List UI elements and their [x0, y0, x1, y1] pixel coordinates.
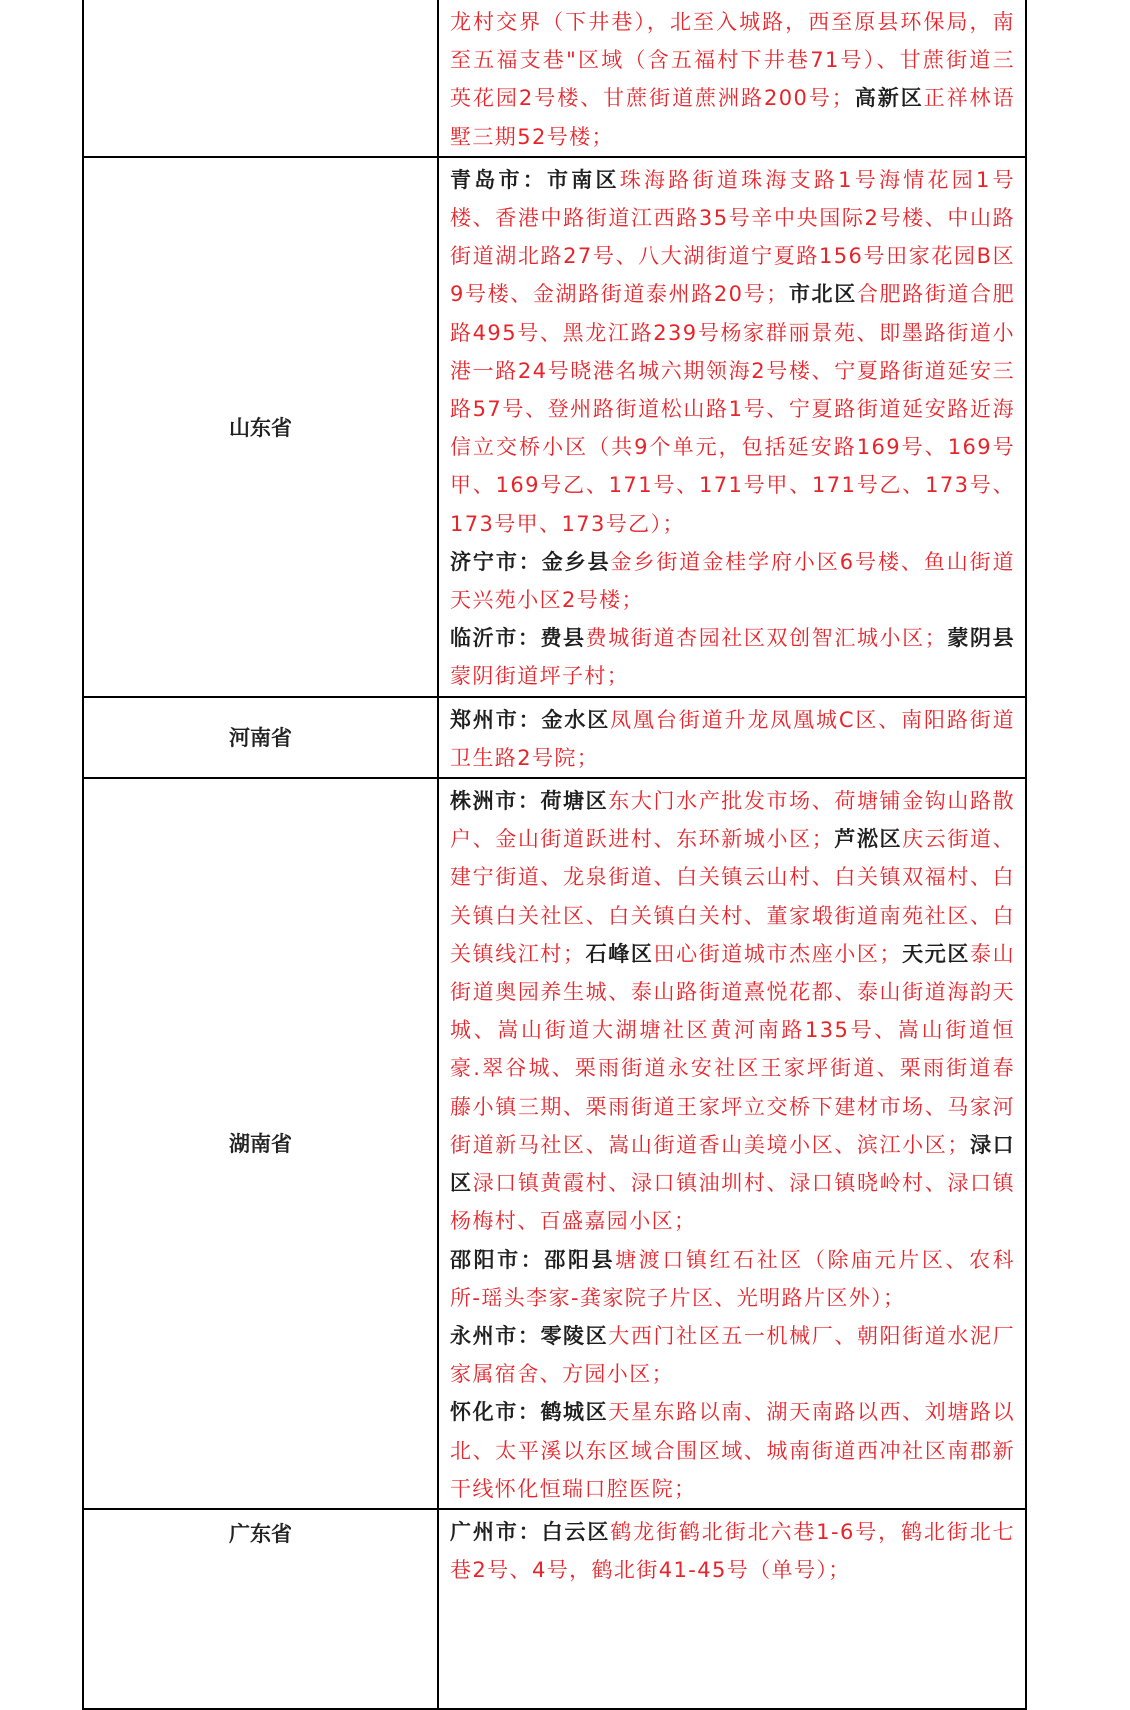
area-text: 东大门水产批发市场、荷塘铺金钩山路散户、金山街道跃进村、东环新城小区； — [450, 789, 1015, 852]
region-label: 临沂市： — [450, 626, 541, 651]
region-label: 怀化市： — [450, 1400, 541, 1425]
region-label: 郑州市： — [450, 707, 542, 732]
area-text: 塘渡口镇红石社区（除庙元片区、农科所-瑶头李家-龚家院子片区、光明路片区外）； — [450, 1247, 1015, 1310]
area-paragraph — [450, 1393, 1015, 1508]
area-detail-cell — [438, 778, 1026, 1509]
area-detail-cell — [438, 1509, 1026, 1709]
region-label: 白云区 — [541, 1519, 611, 1544]
area-text: 大西门社区五一机械厂、朝阳街道水泥厂家属宿舍、方园小区； — [450, 1323, 1015, 1387]
area-text: 泰山街道奥园养生城、泰山路街道熹悦花都、泰山街道海韵天城、嵩山街道大湖塘社区黄河南路135号、嵩山街道恒豪.翠谷城、栗雨街道永安社区王家坪街道、栗雨街道春藤小镇三期、栗雨街道王家坪立交桥下建材市场、马家河街道新马社区、嵩山街道香山美境小区、滨江小区； — [450, 941, 1015, 1157]
area-text: 庆云街道、建宁街道、龙泉街道、白关镇云山村、白关镇双福村、白关镇白关社区、白关镇白关村、董家塅街道南苑社区、白关镇线江村； — [450, 827, 1015, 966]
table-row — [83, 157, 1026, 697]
region-label: 渌口区 — [450, 1132, 1015, 1196]
region-label: 邵阳市： — [450, 1247, 545, 1272]
area-text: 正祥林语墅三期52号楼； — [450, 86, 1016, 149]
risk-area-table — [82, 0, 1027, 1710]
province-cell — [83, 1509, 438, 1709]
area-paragraph — [450, 1317, 1015, 1393]
area-paragraph — [450, 1241, 1015, 1317]
province-cell — [83, 697, 438, 778]
area-text: 天星东路以南、湖天南路以西、刘塘路以北、太平溪以东区域合围区域、城南街道西冲社区南郡新干线怀化恒瑞口腔医院； — [450, 1400, 1015, 1501]
region-label: 鹤城区 — [540, 1400, 609, 1425]
area-text: 田心街道城市杰座小区； — [653, 941, 902, 966]
region-label: 金乡县 — [541, 549, 611, 574]
region-label: 株洲市： — [450, 789, 541, 814]
province-name: 湖南省 — [229, 1132, 292, 1157]
area-paragraph — [450, 1513, 1015, 1589]
table-row — [83, 1509, 1026, 1709]
region-label: 费县 — [540, 626, 586, 651]
region-label: 石峰区 — [585, 941, 654, 966]
area-text: 费城街道杏园社区双创智汇城小区； — [585, 626, 948, 651]
region-label: 济宁市： — [450, 549, 542, 574]
area-detail-cell — [438, 697, 1026, 778]
risk-area-rows — [83, 0, 1026, 1709]
area-detail-cell — [438, 157, 1026, 697]
area-paragraph — [450, 619, 1015, 695]
region-label: 青岛市： — [450, 167, 548, 192]
area-text: 渌口镇黄霞村、渌口镇油圳村、渌口镇晓岭村、渌口镇杨梅村、百盛嘉园小区； — [450, 1171, 1015, 1234]
region-label: 永州市： — [450, 1323, 541, 1348]
area-text: 金乡街道金桂学府小区6号楼、鱼山街道天兴苑小区2号楼； — [450, 549, 1016, 613]
area-paragraph — [450, 161, 1015, 543]
area-text: 珠海路街道珠海支路1号海情花园1号楼、香港中路街道江西路35号辛中央国际2号楼、中山路街道湖北路27号、八大湖街道宁夏路156号田家花园B区9号楼、金湖路街道泰州路20号； — [450, 167, 1015, 307]
region-label: 天元区 — [901, 941, 970, 966]
province-name: 山东省 — [229, 415, 292, 440]
region-label: 广州市： — [450, 1519, 542, 1544]
province-cell — [83, 157, 438, 697]
province-cell — [83, 0, 438, 157]
area-text: 凤凰台街道升龙凤凰城C区、南阳路街道卫生路2号院； — [450, 707, 1015, 770]
province-cell — [83, 778, 438, 1509]
region-label: 市南区 — [547, 167, 620, 192]
area-paragraph — [450, 782, 1015, 1240]
table-row — [83, 778, 1026, 1509]
province-name: 广东省 — [229, 1521, 292, 1546]
region-label: 荷塘区 — [540, 789, 609, 814]
region-label: 金水区 — [541, 707, 611, 732]
area-paragraph — [450, 701, 1015, 777]
region-label: 芦淞区 — [834, 827, 903, 852]
area-text: 蒙阴街道坪子村； — [450, 664, 630, 689]
area-text: 龙村交界（下井巷），北至入城路，西至原县环保局，南至五福支巷"区域（含五福村下井巷71号）、甘蔗街道三英花园2号楼、甘蔗街道蔗洲路200号； — [450, 10, 1015, 111]
area-paragraph — [450, 543, 1015, 619]
region-label: 零陵区 — [540, 1323, 609, 1348]
area-detail-cell — [438, 0, 1026, 157]
area-text: 鹤龙街鹤北街北六巷1-6号，鹤北街北七巷2号、4号，鹤北街41-45号（单号）； — [450, 1519, 1015, 1583]
region-label: 高新区 — [854, 86, 924, 111]
region-label: 市北区 — [788, 282, 857, 307]
area-paragraph — [450, 3, 1015, 156]
province-name: 河南省 — [229, 726, 292, 751]
area-text: 合肥路街道合肥路495号、黑龙江路239号杨家群丽景苑、即墨路街道小港一路24号晓港名城六期领海2号楼、宁夏路街道延安三路57号、登州路街道松山路1号、宁夏路街道延安路近海信立交桥小区（共9个单元，包括延安路169号、169号甲、169号乙、171号、171号甲、171号乙、173号、173号甲、173号乙）； — [450, 282, 1016, 536]
region-label: 蒙阴县 — [947, 626, 1015, 651]
table-row — [83, 0, 1026, 157]
table-row — [83, 697, 1026, 778]
region-label: 邵阳县 — [544, 1247, 616, 1272]
